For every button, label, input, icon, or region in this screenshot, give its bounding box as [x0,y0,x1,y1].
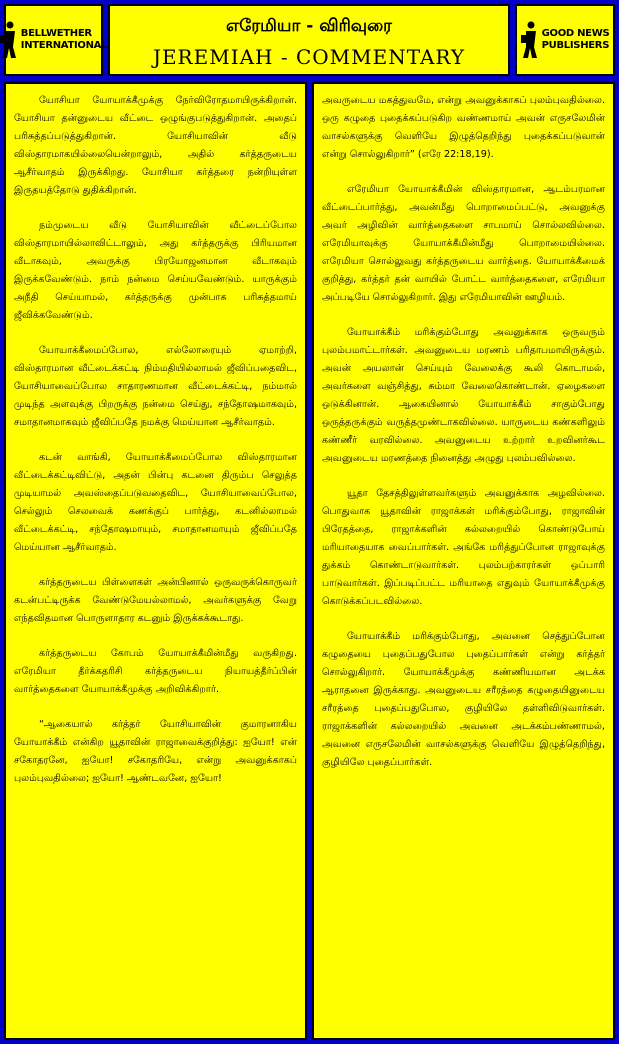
paragraph: நம்முடைய வீடு யோசியாவின் வீட்டைப்போல விஸ்தாரமாயில்லாவிட்டாலும், அது கர்த்தருக்கு பிரியமான வீடாகவும், அவருக்கு பிரயோஜனமான வீடாகவும் இருக்கவேண்டும். நாம் நன்மை செய்யவேண்டும். யாருக்கும் அநீதி செய்யாமல், கர்த்தருக்கு முன்பாக பரிசுத்தமாய் ஜீவிக்கவேண்டும். [14,220,297,321]
title-tamil: எரேமியா - விரிவுரை [226,16,392,36]
paragraph: அவருடைய மகத்துவமே, என்று அவனுக்காகப் புலம்புவதில்லை. ஒரு கழுதை புதைக்கப்படுகிற வண்ணமாய் அவன் எருசலேமின் வாசல்களுக்கு வெளியே இழுத்தெறிந்து புதைக்கப்படுவான் என்று சொல்லுகிறார்” (எரே 22:18,19). [322,95,605,160]
title-english: JEREMIAH - COMMENTARY [152,45,466,69]
logo-left-text [21,28,107,52]
left-column [4,82,307,1040]
paragraph: யோயாக்கீம் மரிக்கும்போது அவனுக்காக ஒருவரும் புலம்பமாட்டார்கள். அவனுடைய மரணம் பரிதாபமாயிருக்கும். அவன் அயலான் செய்யும் வேலைக்கு கூலி கொடாமல், அவர்களை வஞ்சித்து, சும்மா வேலைகொண்டான். ஏழைகளை ஒடுக்கினான். ஆகையினால் யோயாக்கீம் சாகும்போது ஒருத்தருக்கும் வருத்தமுண்டாகவில்லை. யாருடைய கண்களிலும் கண்ணீர் வரவில்லை. அவனுடைய உற்றார் உறவினர்கூட அவனுடைய மரணத்தை நினைத்து அழுது புலம்பவில்லை. [322,327,605,464]
logo-right-line1: GOOD NEWS [541,28,610,39]
book-person-icon [521,20,539,60]
paragraph: யோயாக்கீமைப்போல, எல்லோரையும் ஏமாற்றி, விஸ்தாரமான வீட்டைக்கட்டி நிம்மதியில்லாமல் ஜீவிப்பதைவிட, யோசியாவைப்போல சாதாரணமான வீட்டைக்கட்டி, நம்மால் முடிந்த அளவுக்கு பிறருக்கு நன்மை செய்து, சந்தோஷமாகவும், சமாதானமாகவும் ஜீவிப்பதே நமக்கு மெய்யான ஆசீர்வாதம். [14,345,297,428]
right-column [312,82,615,1040]
logo-left-line1: BELLWETHER [20,28,92,39]
paragraph: கர்த்தருடைய கோபம் யோயாக்கீமின்மீது வருகிறது. எரேமியா தீர்க்கதரிசி கர்த்தருடைய நியாயத்தீர்ப்பின் வார்த்தைகளை யோயாக்கீமுக்கு அறிவிக்கிறார். [14,648,297,695]
header-panel [108,4,510,76]
paragraph: எரேமியா யோயாக்கீமின் விஸ்தாரமான, ஆடம்பரமான வீட்டைப்பார்த்து, அவன்மீது பொறாமைப்பட்டு, அவனுக்கு அவர் அழிவின் வார்த்தைகளை சாபமாய் சொல்லவில்லை. எரேமியாவுக்கு யோயாக்கீமின்மீது பொறாமையில்லை. எரேமியா சொல்லுவது கர்த்தருடைய வார்த்தை. யோயாக்கீமைக் குறித்து, கர்த்தர் தன் வாயில் போட்ட வார்த்தைகளை, எரேமியா அப்படியே சொல்லுகிறார். இது எரேமியாவின் ஊழியம். [322,184,605,303]
paragraph: கர்த்தருடைய பிள்ளைகள் அன்பினால் ஒருவருக்கொருவர் கடன்பட்டிருக்க வேண்டுமேயல்லாமல், அவர்களுக்கு வேறு எந்தவிதமான பொருளாதார கடனும் இருக்கக்கூடாது. [14,577,297,624]
paragraph: யோசியா யோயாக்கீமுக்கு நேர்விரோதமாயிருக்கிறான். யோசியா தன்னுடைய வீட்டை ஒழுங்குபடுத்துகிறான். அதைப் பரிசுத்தப்படுத்துகிறான். யோசியாவின் வீடு விஸ்தாரமாகயில்லையென்றாலும், அதில் கர்த்தருடைய ஆசீர்வாதம் இருக்கிறது. யோசியா கர்த்தரை நன்றியுள்ள இருதயத்தோடு துதிக்கிறான். [14,95,297,196]
paragraph: “ஆகையால் கர்த்தர் யோசியாவின் குமாரனாகிய யோயாக்கீம் என்கிற யூதாவின் ராஜாவைக்குறித்து: ஐயோ! என் சகோதரனே, ஐயோ! சகோதரியே, என்று அவனுக்காகப் புலம்புவதில்லை; ஐயோ! ஆண்டவனே, ஐயோ! [14,719,297,784]
logo-left-panel [4,4,108,76]
paragraph: யூதா தேசத்திலுள்ளவர்களும் அவனுக்காக அழவில்லை. பொதுவாக யூதாவின் ராஜாக்கள் மரிக்கும்போது, ராஜாவின் பிரேதத்தை, ராஜாக்களின் கல்லறையில் கொண்டுபோய் மரியாதையாக வைப்பார்கள். அங்கே மரித்துப்போன ராஜாவுக்கு துக்கம் கொண்டாடுவார்கள். புலம்பற்காரர்கள் ஒப்பாரி பாடுவார்கள். இப்படிப்பட்ட மரியாதை எதுவும் யோயாக்கீமுக்கு கொடுக்கப்படவில்லை. [322,488,605,607]
paragraph: கடன் வாங்கி, யோயாக்கீமைப்போல விஸ்தாரமான வீட்டைக்கட்டிவிட்டு, அதன் பின்பு கடனை திரும்ப செலுத்த முடியாமல் அவஸ்தைப்படுவதைவிட, யோசியாவைப்போல, செல்லும் செலவைக் கணக்குப் பார்த்து, கடனில்லாமல் வீட்டைக்கட்டி, சந்தோஷமாயும், சமாதானமாயும் ஜீவிப்பதே மெய்யான ஆசீர்வாதம். [14,452,297,553]
logo-right-text [542,28,610,52]
book-person-icon [0,20,18,60]
logo-right-panel [515,4,615,76]
logo-left-line2: INTERNATIONAL [20,40,108,51]
paragraph: யோயாக்கீம் மரிக்கும்போது, அவனை செத்துப்போன கழுதையை புதைப்பதுபோல புதைப்பார்கள் என்று கர்த்தர் சொல்லுகிறார். யோயாக்கீமுக்கு கண்ணியமான அடக்க ஆராதனை இருக்காது. அவனுடைய சரீரத்தை கழுதையினுடைய சரீரத்தை புதைப்பதுபோல, குழியிலே தள்ளிவிடுவார்கள். ராஜாக்களின் கல்லறையில் அவனை அடக்கம்பண்ணாமல், அவனை எருசலேமின் வாசல்களுக்கு வெளியே இழுத்தெறிந்து, குழியிலே புதைப்பார்கள். [322,631,605,768]
logo-right-line2: PUBLISHERS [541,40,610,51]
